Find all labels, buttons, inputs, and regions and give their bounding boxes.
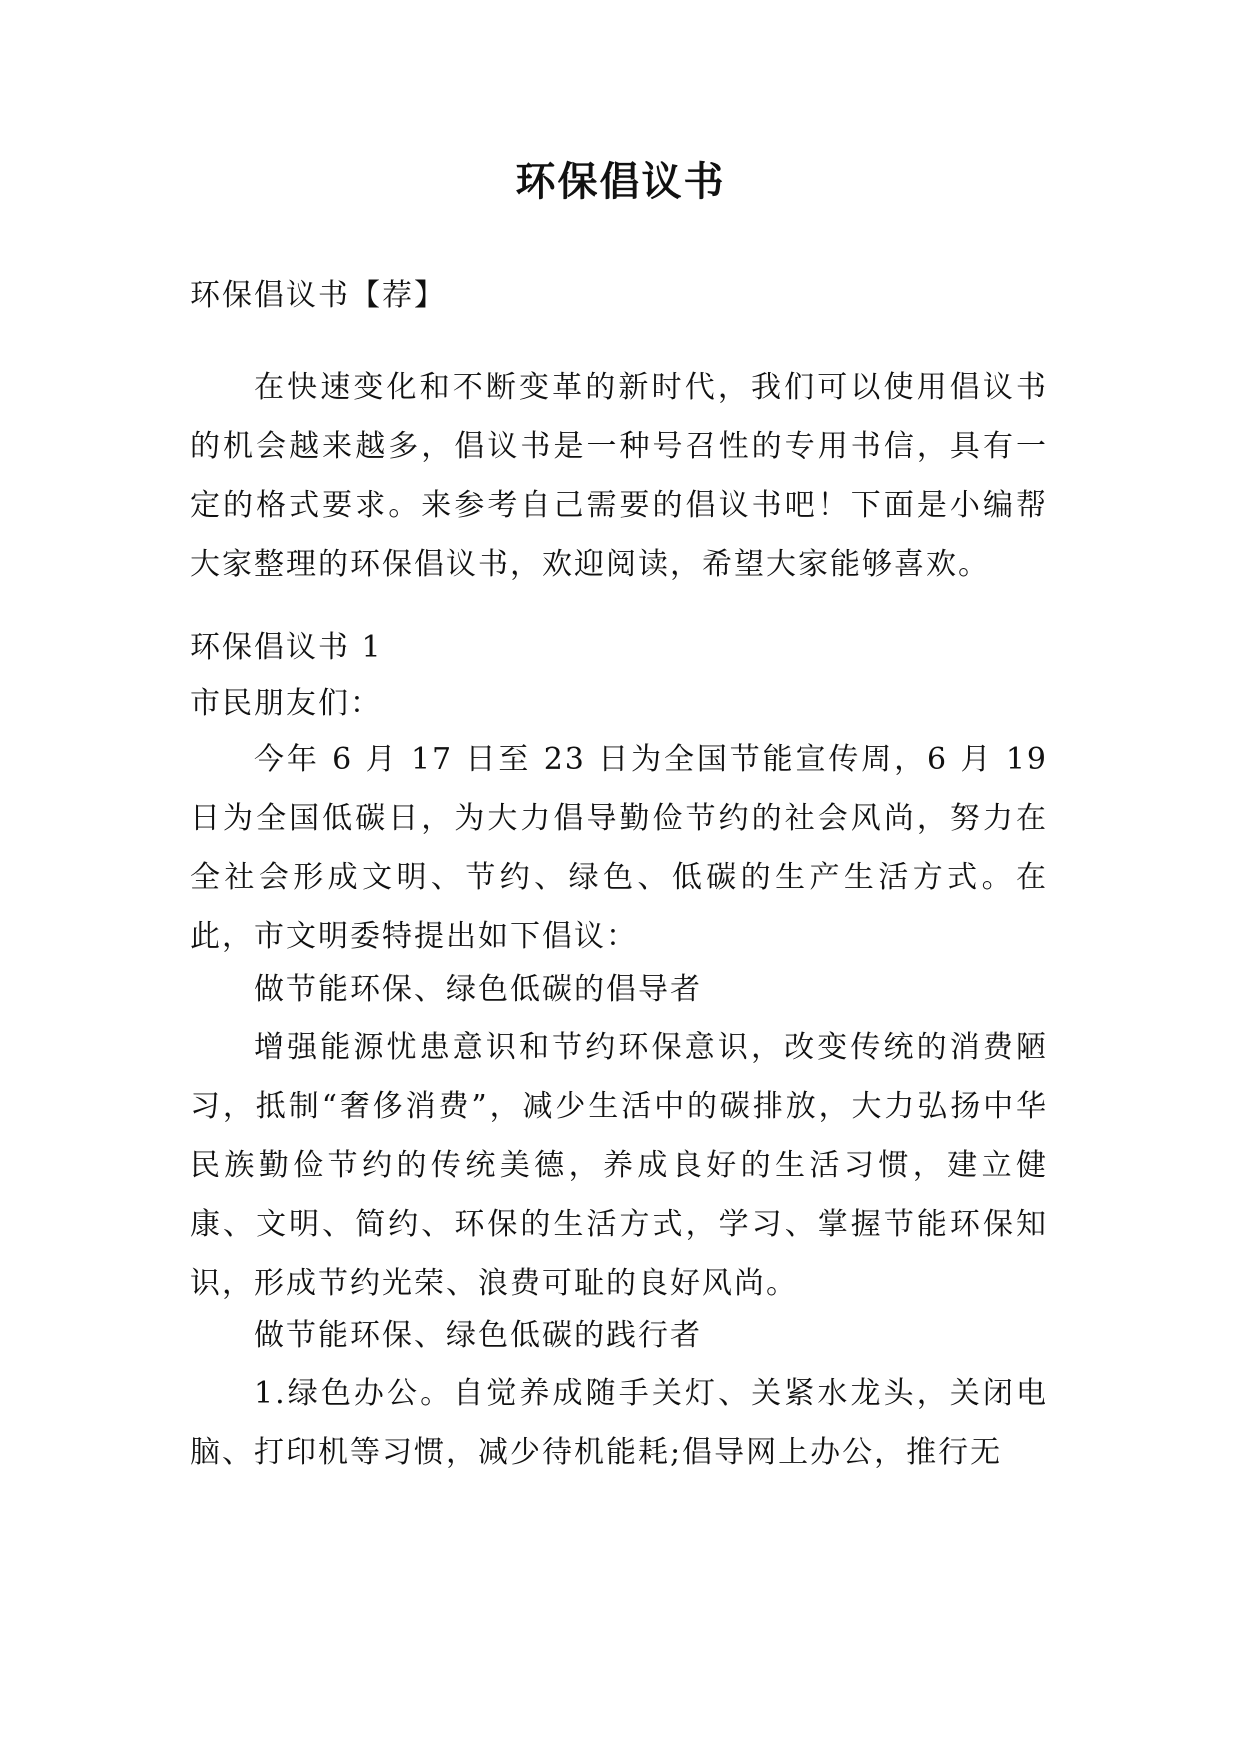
body-paragraph-3: 1.绿色办公。自觉养成随手关灯、关紧水龙头，关闭电脑、打印机等习惯，减少待机能耗;倡导网上办公，推行无: [190, 1376, 1048, 1470]
document-subtitle: 环保倡议书【荐】: [190, 278, 446, 313]
document-title: 环保倡议书: [515, 158, 726, 205]
intro-paragraph: 在快速变化和不断变革的新时代，我们可以使用倡议书的机会越来越多，倡议书是一种号召性的专用书信，具有一定的格式要求。来参考自己需要的倡议书吧！下面是小编帮大家整理的环保倡议书，欢迎阅读，希望大家能够喜欢。: [190, 370, 1048, 582]
body-paragraph-1: 今年 6 月 17 日至 23 日为全国节能宣传周，6 月 19 日为全国低碳日，为大力倡导勤俭节约的社会风尚，努力在全社会形成文明、节约、绿色、低碳的生产生活方式。在此，市文明委特提出如下倡议：: [190, 742, 1048, 954]
subheading-practitioner: 做节能环保、绿色低碳的践行者: [254, 1318, 702, 1353]
salutation: 市民朋友们：: [190, 686, 382, 721]
body-paragraph-2: 增强能源忧患意识和节约环保意识，改变传统的消费陋习，抵制“奢侈消费”，减少生活中的碳排放，大力弘扬中华民族勤俭节约的传统美德，养成良好的生活习惯，建立健康、文明、简约、环保的生活方式，学习、掌握节能环保知识，形成节约光荣、浪费可耻的良好风尚。: [190, 1030, 1048, 1301]
section-heading: 环保倡议书 1: [190, 630, 383, 665]
subheading-advocate: 做节能环保、绿色低碳的倡导者: [254, 972, 702, 1007]
